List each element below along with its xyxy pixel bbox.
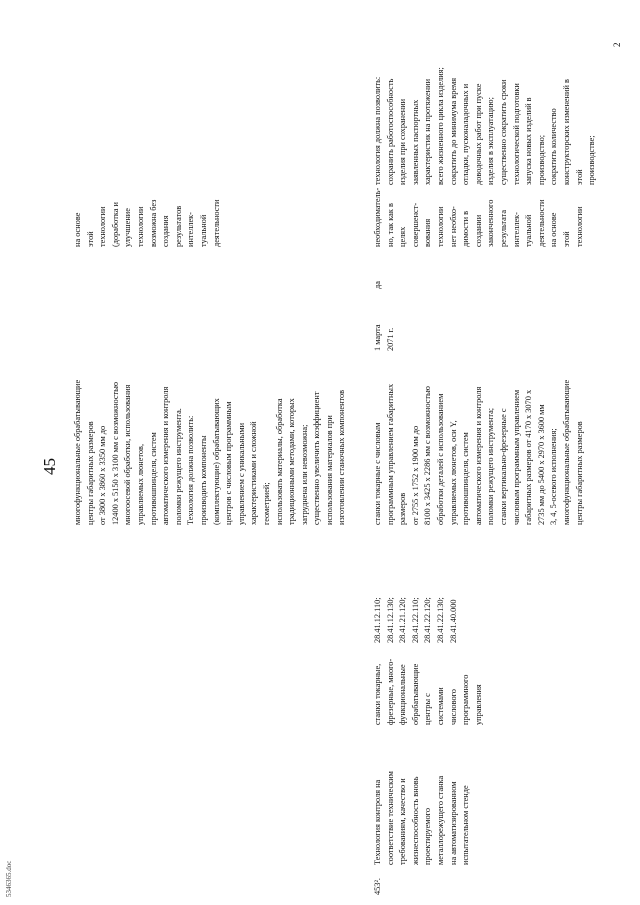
- text-line: отладки, пусконаладочных и: [461, 83, 471, 185]
- text-line: управления: [473, 684, 483, 725]
- technology-name: [372, 771, 473, 865]
- text-line: [385, 878, 398, 895]
- text-line: производство;: [536, 134, 546, 185]
- text-line: 28.41.21.120;: [398, 597, 408, 643]
- text-line: заявленных паспортных: [410, 99, 420, 185]
- text-line: этой: [85, 231, 95, 247]
- text-line: 28.41.12.130;: [385, 597, 395, 643]
- text-line: но, так как в: [385, 203, 395, 247]
- text-line: 8100 x 3425 x 2286 мм с возможностью: [423, 386, 433, 525]
- text-line: запуска новых изделий в: [524, 97, 534, 185]
- text-line: автоматического измерения и контроля: [161, 386, 171, 525]
- text-line: управляемых люнетов,: [135, 443, 145, 525]
- text-line: технология должна позволить:: [373, 76, 382, 185]
- text-line: 2071 г.: [385, 327, 395, 351]
- text-line: 28.41.12.110;: [373, 597, 382, 643]
- text-line: геометрией;: [261, 482, 271, 525]
- text-line: многофункциональные обрабатывающие: [73, 379, 82, 525]
- page-number: 45: [40, 458, 59, 475]
- text-line: 2735 мм до 5400 x 2970 x 3600 мм: [536, 404, 546, 525]
- text-line: металлорежущего станка: [435, 775, 445, 865]
- text-line: технологии: [574, 206, 584, 247]
- corner-number: 2: [612, 42, 622, 47]
- text-line: числового: [448, 689, 458, 725]
- footer-file-name: 5346365.doc: [5, 860, 13, 897]
- text-line: 453².: [373, 877, 382, 895]
- text-line: конструкторских изменений в: [561, 79, 571, 185]
- text-line: станки токарные с числовым: [373, 422, 382, 525]
- text-line: на основе: [549, 212, 559, 247]
- text-line: характеристик на протяжении: [423, 78, 433, 185]
- equipment-description: [372, 380, 586, 525]
- equipment-type: [372, 659, 485, 725]
- text-line: изделия при сохранении: [398, 98, 408, 185]
- text-line: 28.41.22.120;: [423, 597, 433, 643]
- text-line: целях: [398, 226, 408, 247]
- text-line: сократить количество: [549, 108, 559, 185]
- text-line: станки вертикально-фрезерные с: [498, 408, 508, 525]
- text-line: управляемых люнетов, оси Y,: [448, 420, 458, 525]
- text-line: проектируемого: [423, 807, 433, 865]
- text-line: сохранить работоспособность: [385, 78, 395, 185]
- flag-value: [372, 281, 385, 289]
- text-line: существенно сократить сроки: [498, 79, 508, 185]
- text-line: создании: [473, 214, 483, 247]
- text-line: станки токарные,: [373, 663, 382, 725]
- row-number: [372, 878, 410, 895]
- text-line: многофункциональные обрабатывающие: [561, 379, 571, 525]
- text-line: испытательном стенде: [461, 785, 471, 865]
- text-line: туальной: [524, 214, 534, 247]
- text-line: существенно увеличить коэффициент: [312, 391, 322, 525]
- text-line: вования: [423, 218, 433, 247]
- text-line: центров с числовым программным: [224, 401, 234, 525]
- text-line: поломки режущего инструмента.: [173, 408, 183, 525]
- text-line: (комплектующие) обрабатывающих: [211, 398, 221, 525]
- text-line: да: [373, 281, 382, 289]
- text-line: нет необхо-: [448, 206, 458, 247]
- text-line: доводочных работ при пуске: [473, 83, 483, 185]
- text-line: соответствие техническим: [385, 771, 395, 865]
- text-line: изделия в эксплуатацию;: [486, 97, 496, 185]
- text-line: центры габаритных размеров: [574, 421, 584, 525]
- upper-justification: [72, 200, 223, 248]
- text-line: использования материалов при: [324, 415, 334, 525]
- text-line: (доработка и: [110, 202, 120, 247]
- text-line: производить компоненты: [198, 435, 208, 525]
- text-line: 28.41.22.130;: [435, 597, 445, 643]
- text-line: технологической подготовки: [511, 83, 521, 185]
- text-line: производстве;: [587, 135, 597, 185]
- text-line: [397, 878, 410, 895]
- text-line: обработки деталей с использованием: [435, 393, 445, 525]
- text-line: характеристиками и сложной: [249, 421, 259, 525]
- text-line: димости в: [461, 210, 471, 247]
- text-line: деятельности: [536, 199, 546, 247]
- text-line: жизнеспособность вновь: [410, 776, 420, 865]
- text-line: фрезерные, много-: [385, 658, 395, 725]
- text-line: результатов: [173, 205, 183, 247]
- text-line: 3, 4, 5-осевого исполнения;: [549, 428, 559, 525]
- text-line: сократить до минимума время: [448, 77, 458, 185]
- text-line: центры габаритных размеров: [85, 421, 95, 525]
- text-line: противошпинделя, систем: [461, 432, 471, 525]
- text-line: поломки режущего инструмента;: [486, 407, 496, 525]
- text-line: автоматического измерения и контроля: [473, 386, 483, 525]
- text-line: Технология контроля на: [373, 779, 382, 865]
- text-line: центры с: [423, 693, 433, 725]
- text-line: программного: [461, 674, 471, 725]
- text-line: на основе: [73, 212, 82, 247]
- justification: [372, 188, 586, 247]
- text-line: использовать материалы, обработка: [274, 398, 284, 525]
- text-line: результата: [498, 209, 508, 247]
- text-line: многоосевой обработки, использования: [123, 384, 133, 525]
- text-line: 28.41.22.110;: [410, 597, 420, 643]
- text-line: всего жизненного цикла изделия;: [435, 67, 445, 185]
- text-line: технологии: [135, 206, 145, 247]
- text-line: совершенст-: [410, 202, 420, 247]
- text-line: 1 марта: [373, 324, 382, 351]
- text-line: числовым программным управлением: [511, 389, 521, 525]
- text-line: создания: [161, 215, 171, 247]
- text-line: 28.41.40.000: [448, 599, 458, 643]
- text-line: деятельности: [211, 199, 221, 247]
- okpd-codes: [372, 597, 460, 643]
- text-line: традиционными методами, которых: [287, 398, 297, 525]
- text-line: функциональные: [398, 664, 408, 725]
- text-line: затруднена или невозможна;: [299, 424, 309, 525]
- text-line: возможна без: [148, 199, 158, 247]
- text-line: этой: [561, 231, 571, 247]
- text-line: противошпинделя, систем: [148, 432, 158, 525]
- text-line: программным управлением габаритных: [385, 383, 395, 525]
- upper-equipment-description: [72, 380, 349, 525]
- text-line: управлением с уникальными: [236, 422, 246, 525]
- text-line: интеллек-: [511, 212, 521, 247]
- text-line: системами: [435, 687, 445, 725]
- text-line: от 3800 x 3860 x 3350 мм до: [98, 425, 108, 525]
- text-line: обрабатывающие: [410, 663, 420, 725]
- text-line: на автоматизированном: [448, 781, 458, 865]
- text-line: габаритных размеров от 4170 x 3070 x: [524, 389, 534, 525]
- text-line: размеров: [398, 492, 408, 525]
- text-line: необходиматель-: [373, 187, 382, 247]
- expected-effect: [372, 67, 599, 185]
- text-line: туальной: [198, 214, 208, 247]
- text-line: законченного: [486, 199, 496, 247]
- text-line: Технология должна позволить:: [186, 415, 196, 525]
- text-line: технологии: [435, 206, 445, 247]
- text-line: этой: [574, 169, 584, 185]
- text-line: 12400 x 5150 x 3100 мм с возможностью: [110, 381, 120, 525]
- text-line: технологии: [98, 206, 108, 247]
- text-line: интеллек-: [186, 212, 196, 247]
- text-line: улучшение: [123, 208, 133, 247]
- text-line: изготовлении станочных компонентов: [337, 389, 347, 525]
- deadline-date: [372, 324, 397, 351]
- text-line: от 2755 x 1752 x 1900 мм до: [410, 425, 420, 525]
- text-line: требованиям, качество и: [398, 778, 408, 865]
